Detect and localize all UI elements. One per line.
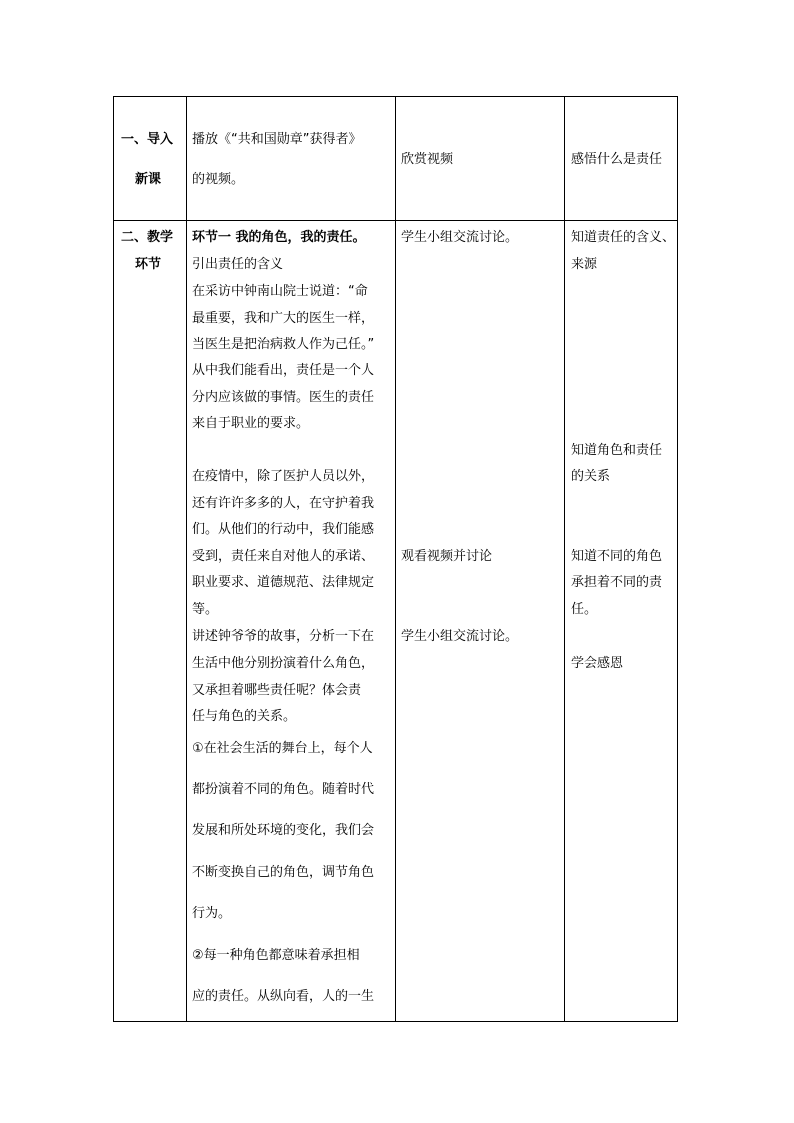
content-cell-line: 等。 (192, 602, 219, 617)
content-cell-line: 应的责任。从纵向看，人的一生 (192, 989, 375, 1004)
column-divider-1 (186, 96, 187, 1022)
column-divider-2 (395, 96, 396, 1022)
content-cell-line: 在疫情中，除了医护人员以外， (192, 469, 375, 484)
content-cell-line: 从中我们能看出，责任是一个人 (192, 363, 375, 378)
activity-cell-line: 欣赏视频 (401, 152, 454, 167)
content-cell-line: 任与角色的关系。 (192, 709, 297, 724)
goal-cell-line: 知道不同的角色 (571, 549, 663, 564)
content-cell-line: 职业要求、道德规范、法律规定 (192, 575, 375, 590)
content-cell-line: ②每一种角色都意味着承担相 (192, 948, 360, 963)
content-cell-line: 播放《“共和国勋章”获得者》 (192, 132, 362, 147)
stage-cell-line: 一、导入 (121, 132, 174, 147)
content-cell-line: 发展和所处环境的变化，我们会 (192, 823, 375, 838)
activity-cell-line: 观看视频并讨论 (401, 549, 493, 564)
content-cell-line: 来自于职业的要求。 (192, 416, 310, 431)
goal-cell-line: 知道角色和责任 (571, 443, 663, 458)
goal-cell-line: 的关系 (571, 469, 611, 484)
content-cell-line: 引出责任的含义 (192, 257, 284, 272)
content-cell-line: 又承担着哪些责任呢？体会责 (192, 683, 362, 698)
content-cell-line: 不断变换自己的角色，调节角色 (192, 865, 375, 880)
content-cell-line: 讲述钟爷爷的故事，分析一下在 (192, 629, 375, 644)
stage-cell-line: 二、教学 (121, 230, 174, 245)
activity-cell-line: 学生小组交流讨论。 (401, 629, 519, 644)
content-cell-line: 都扮演着不同的角色。随着时代 (192, 782, 375, 797)
stage-cell-line: 新课 (135, 172, 162, 187)
goal-cell-line: 学会感恩 (571, 656, 624, 671)
content-cell-line: 当医生是把治病救人作为己任。” (192, 337, 375, 352)
goal-cell-line: 来源 (571, 257, 598, 272)
goal-cell-line: 感悟什么是责任 (571, 152, 663, 167)
content-cell-line: ①在社会生活的舞台上，每个人 (192, 741, 373, 756)
goal-cell-line: 知道责任的含义、 (571, 230, 676, 245)
content-cell-line: 在采访中钟南山院士说道：“命 (192, 284, 368, 299)
table-right-border (677, 96, 678, 1022)
goal-cell-line: 任。 (571, 602, 598, 617)
content-cell-line: 生活中他分别扮演着什么角色， (192, 656, 375, 671)
table-left-border (113, 96, 114, 1022)
content-cell-line: 最重要，我和广大的医生一样， (192, 311, 375, 326)
activity-cell-line: 学生小组交流讨论。 (401, 230, 519, 245)
content-cell-line: 们。从他们的行动中，我们能感 (192, 522, 375, 537)
content-cell-line: 受到，责任来自对他人的承诺、 (192, 549, 375, 564)
section-heading: 环节一 我的角色，我的责任。 (192, 230, 366, 245)
content-cell-line: 还有许许多多的人，在守护着我 (192, 496, 375, 511)
content-cell-line: 的视频。 (192, 172, 245, 187)
goal-cell-line: 承担着不同的责 (571, 575, 663, 590)
content-cell-line: 分内应该做的事情。医生的责任 (192, 390, 375, 405)
column-divider-3 (564, 96, 565, 1022)
stage-cell-line: 环节 (135, 257, 162, 272)
content-cell-line: 行为。 (192, 906, 232, 921)
